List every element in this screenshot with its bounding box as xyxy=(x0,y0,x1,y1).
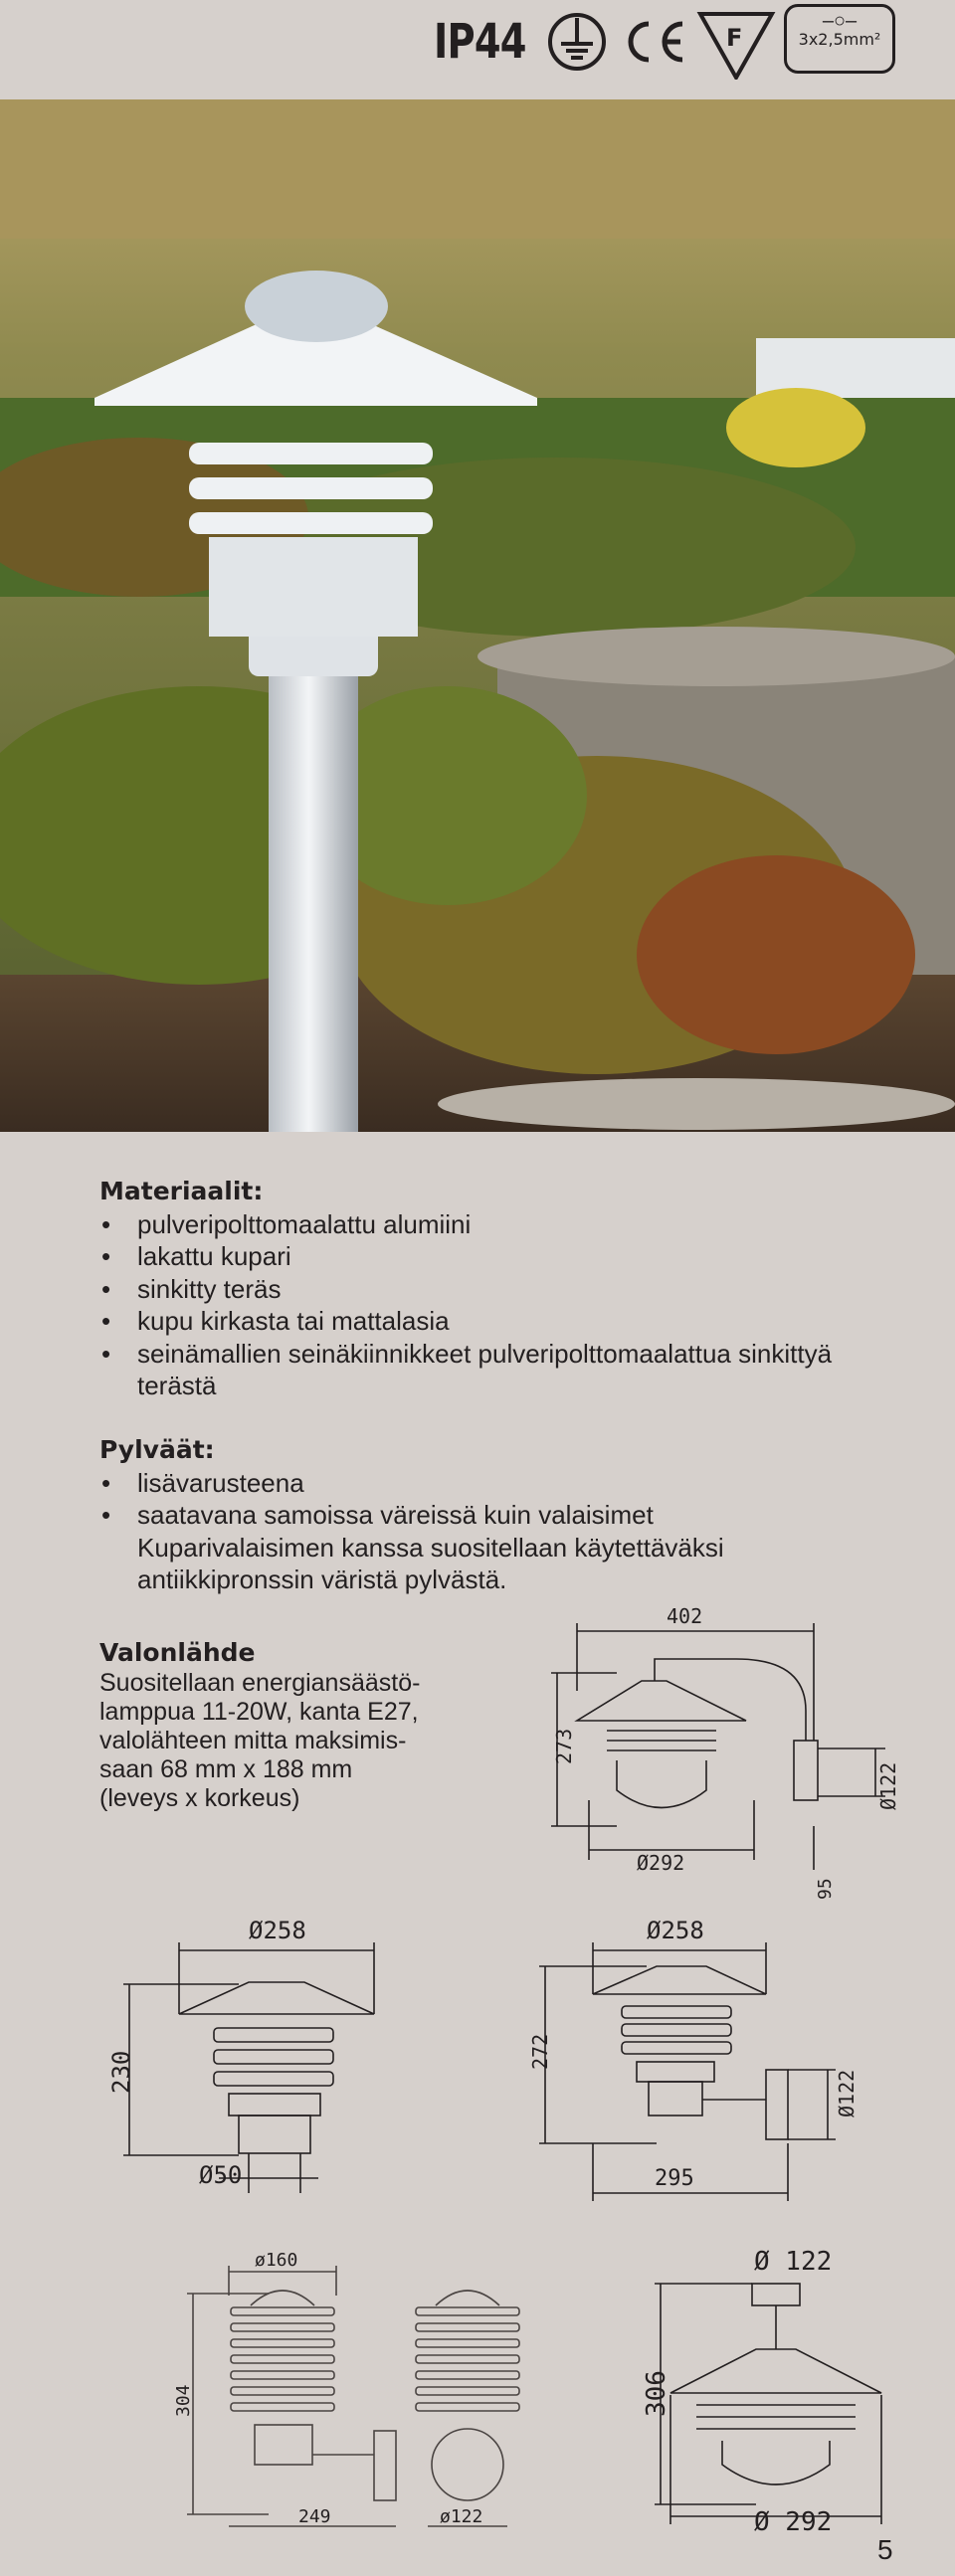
dim-mount: Ø122 xyxy=(876,1761,900,1810)
wall-lamp-drawing xyxy=(517,1905,865,2203)
ce-mark-icon xyxy=(619,8,688,72)
light-source-line: valolähteen mitta maksimis- xyxy=(99,1727,407,1754)
materials-section xyxy=(99,1176,875,1402)
lamp-post-photo xyxy=(0,99,955,1132)
dim-height: 272 xyxy=(528,2033,552,2070)
wall-arm-lamp-drawing xyxy=(537,1601,915,1900)
ip-rating: IP44 xyxy=(434,14,526,70)
list-item: • saatavana samoissa väreissä kuin valaisimet Kuparivalaisimen kanssa suositellaan käytettäväksi antiikkipronssin väristä pylvästä. xyxy=(99,1499,834,1596)
posts-title: Pylväät: xyxy=(99,1435,215,1464)
pendant-lamp-drawing xyxy=(637,2236,915,2534)
list-item: • pulveripolttomaalattu alumiini xyxy=(99,1208,875,1241)
cable-spec: 3x2,5mm² xyxy=(798,30,881,49)
dim-diameter: Ø258 xyxy=(647,1917,704,1944)
wall-dome-lamp-drawing xyxy=(159,2236,547,2534)
list-item: • kupu kirkasta tai mattalasia xyxy=(99,1305,875,1338)
posts-list xyxy=(99,1467,856,1596)
list-item: • lakattu kupari xyxy=(99,1240,875,1273)
ceiling-lamp-drawing xyxy=(90,1905,418,2203)
dim-diameter: ø160 xyxy=(255,2250,298,2271)
dim-base: Ø50 xyxy=(199,2161,243,2189)
f-mark-icon xyxy=(696,8,776,80)
svg-text:F: F xyxy=(726,24,743,52)
dim-height: 304 xyxy=(173,2384,194,2417)
light-source-line: lamppua 11-20W, kanta E27, xyxy=(99,1698,419,1726)
light-source-title: Valonlähde xyxy=(99,1638,256,1667)
dim-mount-height: 95 xyxy=(815,1878,836,1900)
dim-top: Ø 122 xyxy=(754,2247,833,2277)
dim-depth: 295 xyxy=(655,2166,694,2191)
dim-diameter: Ø 292 xyxy=(754,2507,833,2534)
light-source-section xyxy=(99,1638,507,1813)
dim-diameter: Ø258 xyxy=(249,1917,306,1944)
dim-depth: 249 xyxy=(298,2506,331,2527)
dim-mount: ø122 xyxy=(440,2506,483,2527)
list-item: • lisävarusteena xyxy=(99,1467,856,1500)
cable-icon: –○– xyxy=(822,10,858,32)
light-source-line: Suositellaan energiansäästö- xyxy=(99,1669,421,1697)
list-item: • sinkitty teräs xyxy=(99,1273,875,1306)
certification-header xyxy=(0,0,955,101)
materials-list xyxy=(99,1208,875,1402)
page-number: 5 xyxy=(877,2534,893,2565)
dim-mount: Ø122 xyxy=(835,2069,859,2117)
dim-height: 273 xyxy=(552,1728,576,1764)
materials-title: Materiaalit: xyxy=(99,1177,264,1205)
dim-diameter: Ø292 xyxy=(637,1851,685,1875)
posts-section xyxy=(99,1434,856,1596)
dim-height: 230 xyxy=(107,2050,135,2094)
light-source-line: (leveys x korkeus) xyxy=(99,1784,300,1812)
dim-height: 306 xyxy=(642,2370,671,2417)
ground-symbol-icon xyxy=(545,8,609,72)
cable-spec-badge xyxy=(784,4,895,74)
dim-width: 402 xyxy=(667,1604,703,1628)
light-source-line: saan 68 mm x 188 mm xyxy=(99,1755,353,1783)
list-item: • seinämallien seinäkiinnikkeet pulveripolttomaalattua sinkittyä terästä xyxy=(99,1338,834,1402)
